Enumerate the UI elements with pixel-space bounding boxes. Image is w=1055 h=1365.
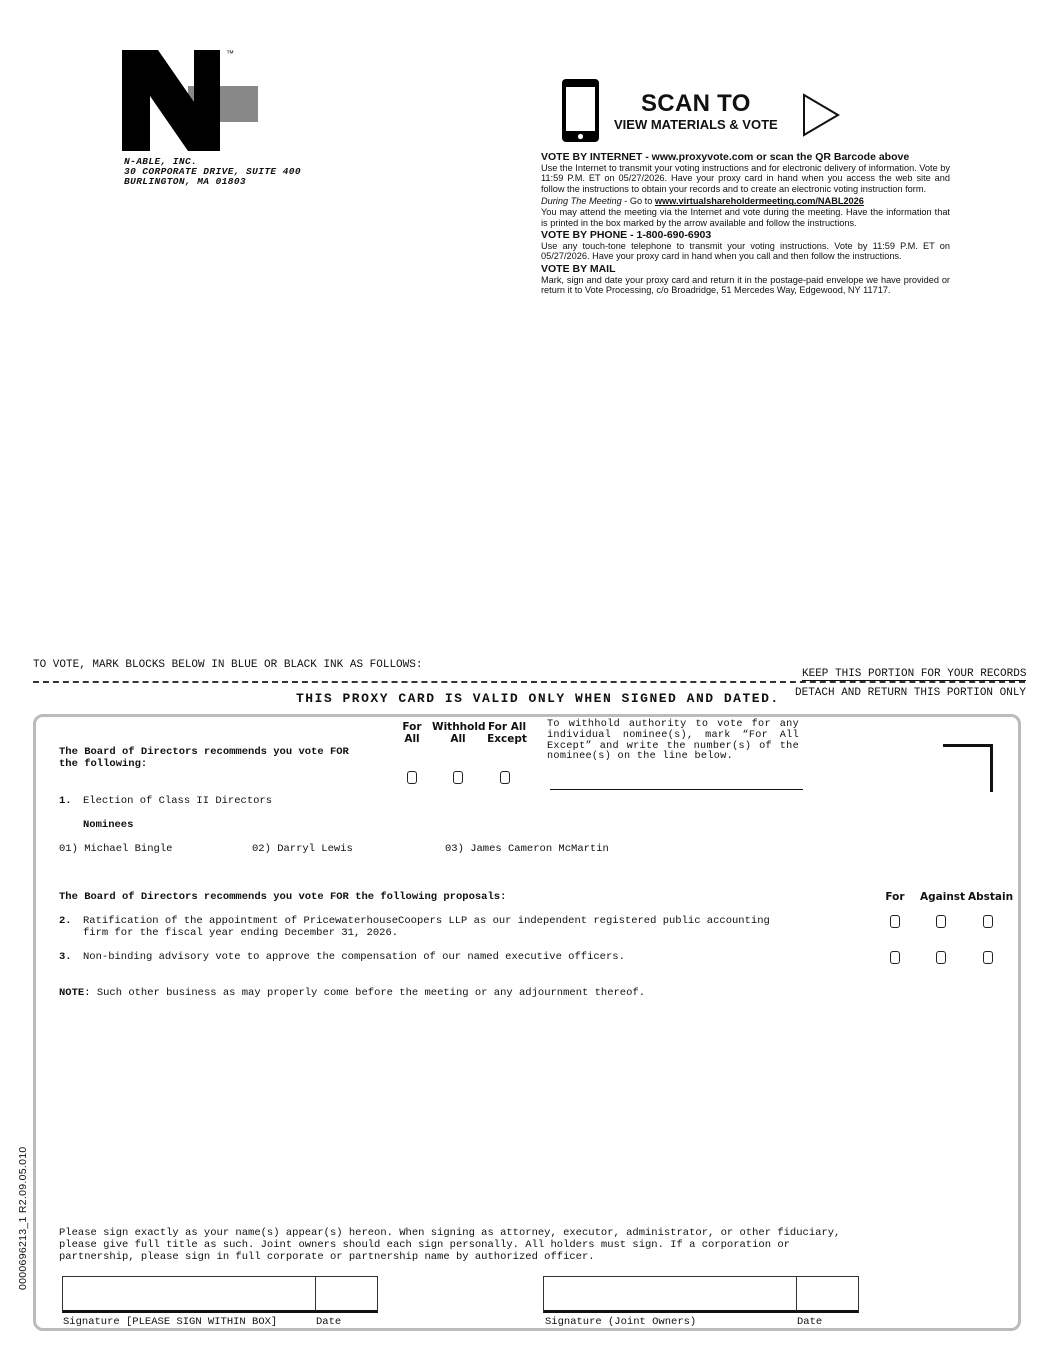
meeting-goto: - Go to — [621, 196, 655, 207]
note-text: : Such other business as may properly come before the meeting or any adjournment thereof. — [84, 987, 646, 999]
col-label: All — [404, 733, 420, 745]
detach-line — [33, 681, 1025, 683]
phone-icon — [560, 78, 602, 144]
col-against: Against — [920, 891, 966, 903]
meeting-url-link[interactable]: www.virtualshareholdermeeting.com/NABL2026 — [654, 196, 864, 207]
signature-box[interactable] — [62, 1276, 378, 1313]
proposal-2-against-checkbox[interactable] — [936, 915, 946, 928]
proposals-recommendation: The Board of Directors recommends you vote FOR the following proposals: — [59, 891, 507, 903]
nominee: 01) Michael Bingle — [59, 843, 173, 855]
proposal-number: 3. — [59, 951, 72, 963]
date-divider — [796, 1277, 797, 1311]
proposal-3-against-checkbox[interactable] — [936, 951, 946, 964]
vote-phone-heading: VOTE BY PHONE - 1-800-690-6903 — [541, 229, 712, 242]
nominee: 02) Darryl Lewis — [252, 843, 353, 855]
scan-subtitle: VIEW MATERIALS & VOTE — [614, 117, 778, 132]
meeting-prefix: During The Meeting — [541, 196, 622, 207]
vote-mail-text: Mark, sign and date your proxy card and return it in the postage-paid envelope we have provided or return it to Vote Processing, c/o Broadridge, 51 Mercedes Way, Edgewood, NY 11717. — [541, 274, 950, 296]
signing-line: Please sign exactly as your name(s) appear(s) hereon. When signing as attorney, executor, administrator, or other fiduciary, — [59, 1227, 841, 1239]
recommend-line: the following: — [59, 758, 148, 770]
directors-recommendation — [59, 746, 349, 770]
proposal-text: Non-binding advisory vote to approve the compensation of our named executive officers. — [83, 951, 625, 963]
nominees-label: Nominees — [83, 819, 134, 831]
address-line: BURLINGTON, MA 01803 — [124, 176, 247, 187]
signing-line: partnership, please sign in full corporate or partnership name by authorized officer. — [59, 1251, 595, 1263]
n-able-logo — [120, 50, 260, 152]
recommend-line: The Board of Directors recommends you vote FOR — [59, 746, 349, 758]
col-label: For — [402, 721, 422, 733]
corner-mark — [943, 744, 993, 792]
proxy-valid-notice: THIS PROXY CARD IS VALID ONLY WHEN SIGNED AND DATED. — [296, 691, 780, 706]
date-label: Date — [316, 1316, 342, 1328]
trademark-symbol: ™ — [226, 49, 234, 58]
proposal-text — [83, 915, 770, 939]
address-line: 30 CORPORATE DRIVE, SUITE 400 — [124, 166, 301, 177]
keep-portion-label: KEEP THIS PORTION FOR YOUR RECORDS — [802, 668, 1027, 680]
col-label: All — [450, 733, 466, 745]
col-for-all — [396, 721, 428, 745]
meeting-text: You may attend the meeting via the Internet and vote during the meeting. Have the information that is printed in the box marked by the arrow available and follow the instructions. — [541, 206, 950, 228]
withhold-note: To withhold authority to vote for any individual nominee(s), mark “For All Except” and write the number(s) of the nominee(s) on the line below. — [547, 719, 799, 763]
for-all-checkbox[interactable] — [407, 771, 417, 784]
col-for: For — [885, 891, 905, 903]
proposal-3-abstain-checkbox[interactable] — [983, 951, 993, 964]
signature-label: Signature [PLEASE SIGN WITHIN BOX] — [63, 1316, 278, 1328]
vote-internet-text: Use the Internet to transmit your voting instructions and for electronic delivery of information. Vote by 11:59 P.M. ET on 05/27/2026. Have your proxy card in hand when you access the web site and follow the instructions to obtain your records and to create an electronic voting instruction form. — [541, 162, 950, 194]
withhold-all-checkbox[interactable] — [453, 771, 463, 784]
voting-instructions — [541, 150, 950, 296]
for-all-except-checkbox[interactable] — [500, 771, 510, 784]
item-number: 1. — [59, 795, 72, 807]
col-label: For All — [487, 721, 527, 733]
vote-mail-heading: VOTE BY MAIL — [541, 262, 616, 275]
col-for-all-except — [487, 721, 527, 745]
col-abstain: Abstain — [968, 891, 1014, 903]
proposal-3-for-checkbox[interactable] — [890, 951, 900, 964]
col-withhold-all — [432, 721, 484, 745]
meeting-line — [541, 196, 950, 207]
date-label: Date — [797, 1316, 823, 1328]
date-divider — [315, 1277, 316, 1311]
item-text: Election of Class II Directors — [83, 795, 273, 807]
vote-internet-heading: VOTE BY INTERNET - www.proxyvote.com or scan the QR Barcode above — [541, 151, 910, 163]
arrow-play-icon — [802, 93, 842, 137]
joint-signature-box[interactable] — [543, 1276, 859, 1313]
detach-portion-label: DETACH AND RETURN THIS PORTION ONLY — [795, 687, 1027, 699]
proposal-line: Ratification of the appointment of PricewaterhouseCoopers LLP as our independent registered public accounting — [83, 915, 770, 927]
note-label: NOTE — [59, 987, 85, 999]
mark-instructions: TO VOTE, MARK BLOCKS BELOW IN BLUE OR BLACK INK AS FOLLOWS: — [33, 659, 423, 671]
proposal-line: firm for the fiscal year ending December 31, 2026. — [83, 927, 399, 939]
signing-line: please give full title as such. Joint owners should each sign personally. All holders must sign. If a corporation or — [59, 1239, 790, 1251]
col-label: Except — [487, 733, 527, 745]
proposal-number: 2. — [59, 915, 72, 927]
col-label: Withhold — [432, 721, 486, 733]
company-address — [124, 157, 301, 187]
note-line — [59, 987, 645, 999]
address-line: N-ABLE, INC. — [124, 156, 198, 167]
side-code: 0000696213_1 R2.09.05.010 — [17, 1146, 29, 1290]
nominee: 03) James Cameron McMartin — [445, 843, 609, 855]
joint-signature-label: Signature (Joint Owners) — [545, 1316, 697, 1328]
nominee-number-line[interactable] — [550, 789, 803, 790]
scan-title: SCAN TO — [641, 90, 751, 117]
vote-phone-text: Use any touch-tone telephone to transmit your voting instructions. Vote by 11:59 P.M. ET on 05/27/2026. Have your proxy card in hand when you call and then follow the instructions. — [541, 240, 950, 262]
proposal-2-for-checkbox[interactable] — [890, 915, 900, 928]
signing-instructions — [59, 1227, 840, 1263]
proposal-2-abstain-checkbox[interactable] — [983, 915, 993, 928]
